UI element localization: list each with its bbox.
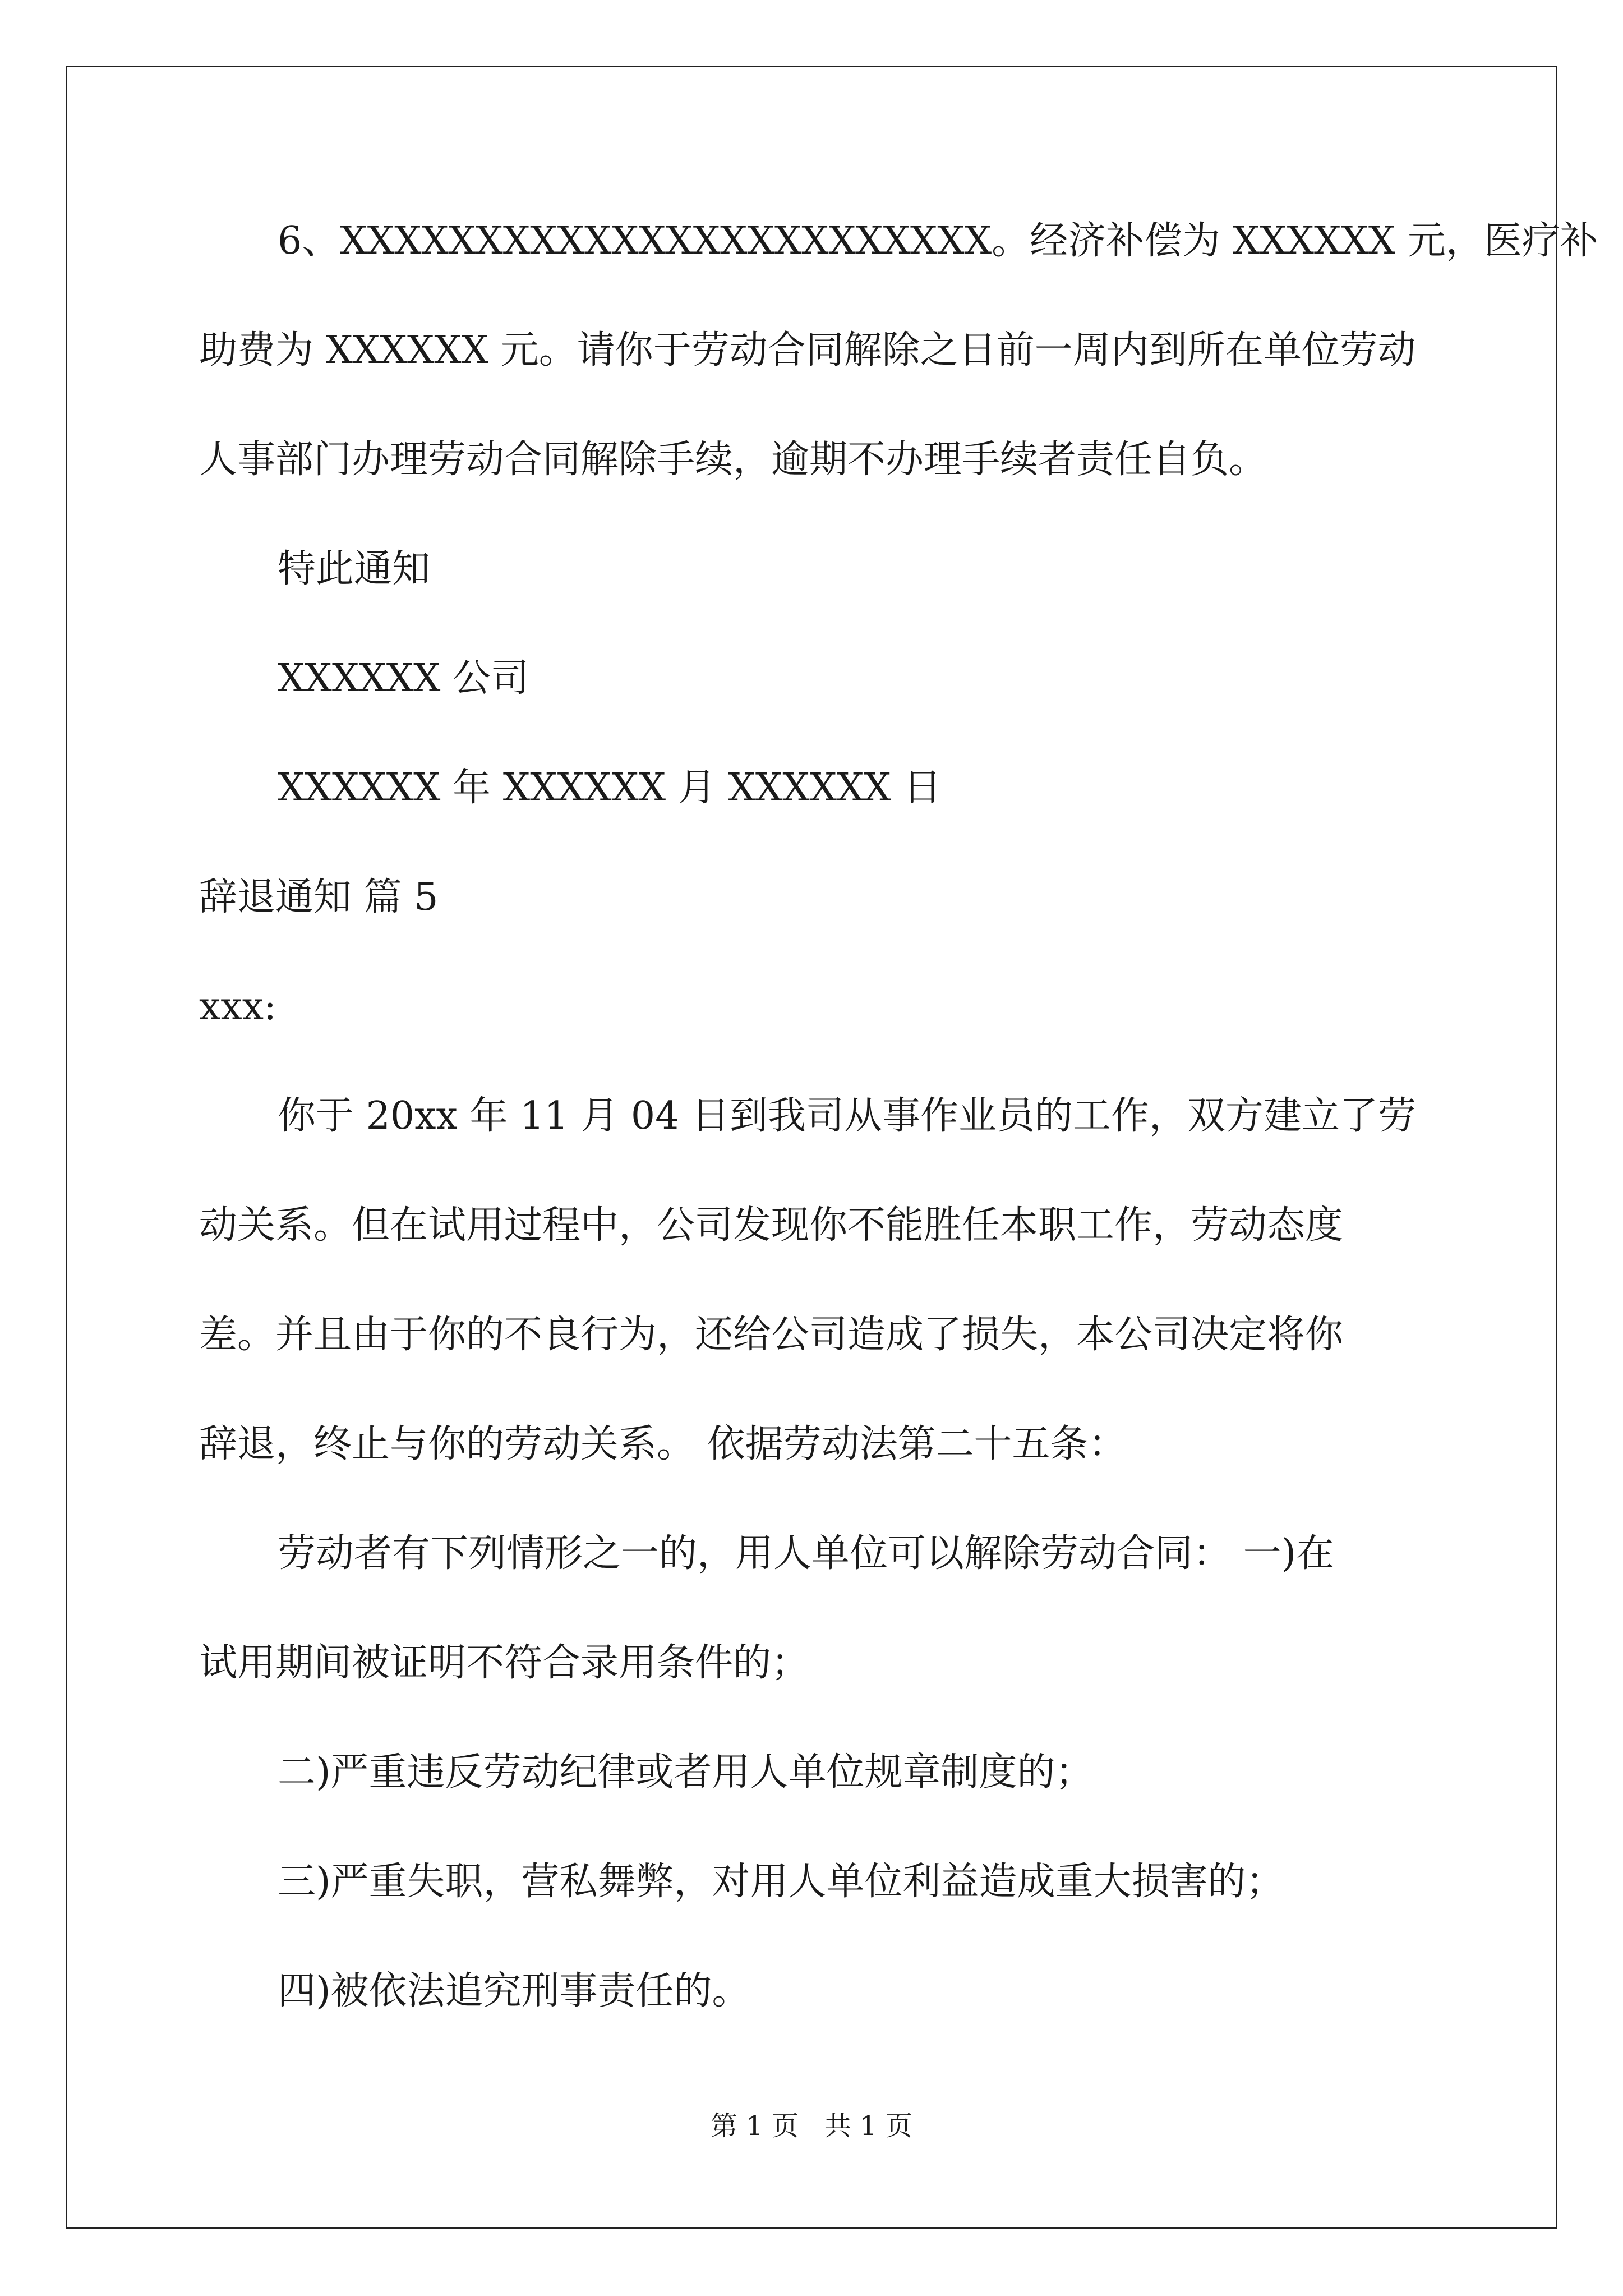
- company-signature: XXXXXX 公司: [278, 656, 529, 701]
- paragraph-line: 你于 20xx 年 11 月 04 日到我司从事作业员的工作，双方建立了劳: [278, 1094, 1416, 1138]
- list-item: 四)被依法追究刑事责任的。: [278, 1969, 750, 2013]
- paragraph-line: 助费为 XXXXXX 元。请你于劳动合同解除之日前一周内到所在单位劳动: [199, 328, 1416, 372]
- list-item: 三)严重失职，营私舞弊，对用人单位利益造成重大损害的；: [278, 1860, 1284, 1904]
- paragraph-line: 人事部门办理劳动合同解除手续，逾期不办理手续者责任自负。: [199, 438, 1267, 482]
- list-item: 二)严重违反劳动纪律或者用人单位规章制度的；: [278, 1750, 1094, 1795]
- recipient-salutation: xxx:: [199, 984, 276, 1029]
- page-number-footer: 第 1 页 共 1 页: [711, 2110, 912, 2142]
- paragraph-line: 劳动者有下列情形之一的，用人单位可以解除劳动合同： 一)在: [278, 1531, 1335, 1576]
- paragraph-line: 差。并且由于你的不良行为，还给公司造成了损失，本公司决定将你: [199, 1313, 1344, 1357]
- paragraph-line: 6、XXXXXXXXXXXXXXXXXXXXXXXX。经济补偿为 XXXXXX 元，医疗补: [278, 219, 1598, 263]
- paragraph-line: 动关系。但在试用过程中，公司发现你不能胜任本职工作，劳动态度: [199, 1203, 1344, 1248]
- closing-notice: 特此通知: [278, 547, 431, 591]
- paragraph-line: 辞退，终止与你的劳动关系。 依据劳动法第二十五条：: [199, 1422, 1127, 1466]
- section-heading: 辞退通知 篇 5: [199, 875, 439, 919]
- paragraph-line: 试用期间被证明不符合录用条件的；: [199, 1641, 810, 1685]
- date-line: XXXXXX 年 XXXXXX 月 XXXXXX 日: [278, 766, 942, 810]
